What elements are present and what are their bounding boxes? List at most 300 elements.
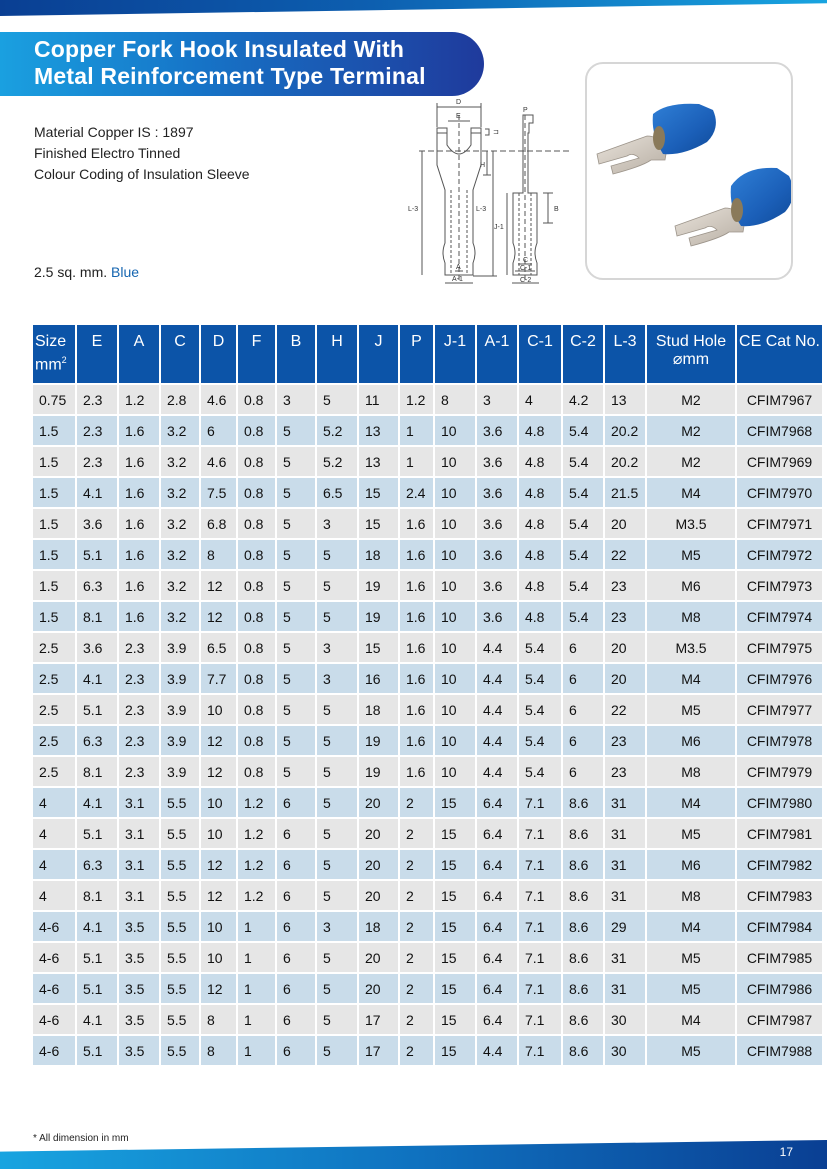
cell-c1: 7.1 — [519, 974, 561, 1003]
cell-d: 12 — [201, 602, 236, 631]
cell-p: 2 — [400, 850, 433, 879]
cell-c1: 7.1 — [519, 943, 561, 972]
cell-c2: 5.4 — [563, 416, 603, 445]
table-row — [33, 1005, 822, 1034]
cell-c1: 4.8 — [519, 509, 561, 538]
cell-f: 1.2 — [238, 788, 275, 817]
cell-p: 1.6 — [400, 509, 433, 538]
cell-j1: 10 — [435, 695, 475, 724]
cell-c: 5.5 — [161, 881, 199, 910]
cell-j: 11 — [359, 385, 398, 414]
cell-a1: 6.4 — [477, 850, 517, 879]
cell-p: 2 — [400, 1036, 433, 1065]
cell-c2: 5.4 — [563, 447, 603, 476]
header-a1: A-1 — [477, 325, 517, 383]
cell-d: 10 — [201, 819, 236, 848]
cell-l3: 31 — [605, 881, 645, 910]
cell-b: 6 — [277, 912, 315, 941]
cell-e: 4.1 — [77, 478, 117, 507]
cell-f: 0.8 — [238, 447, 275, 476]
cell-stud-hole: M5 — [647, 695, 735, 724]
cell-cat-no: CFIM7982 — [737, 850, 822, 879]
cell-cat-no: CFIM7970 — [737, 478, 822, 507]
cell-b: 5 — [277, 726, 315, 755]
cell-b: 5 — [277, 695, 315, 724]
cell-e: 6.3 — [77, 850, 117, 879]
cell-c2: 8.6 — [563, 881, 603, 910]
cell-j1: 15 — [435, 1036, 475, 1065]
cell-c2: 5.4 — [563, 509, 603, 538]
cell-j: 20 — [359, 881, 398, 910]
cell-b: 5 — [277, 602, 315, 631]
cell-a1: 4.4 — [477, 695, 517, 724]
cell-c: 5.5 — [161, 1036, 199, 1065]
header-stud-hole: Stud Hole ⌀mm — [647, 325, 735, 383]
cell-j: 20 — [359, 819, 398, 848]
cell-j1: 10 — [435, 633, 475, 662]
cell-l3: 29 — [605, 912, 645, 941]
cell-a: 3.5 — [119, 912, 159, 941]
page-title-line-2: Metal Reinforcement Type Terminal — [34, 63, 426, 89]
cell-d: 12 — [201, 881, 236, 910]
cell-l3: 20.2 — [605, 416, 645, 445]
cell-a1: 4.4 — [477, 757, 517, 786]
cell-h: 5.2 — [317, 416, 357, 445]
cell-a1: 4.4 — [477, 1036, 517, 1065]
cell-c2: 8.6 — [563, 850, 603, 879]
cell-p: 2 — [400, 881, 433, 910]
cell-a1: 6.4 — [477, 1005, 517, 1034]
cell-h: 5 — [317, 602, 357, 631]
dim-label-c2: C-2 — [520, 277, 532, 284]
cell-c: 3.2 — [161, 416, 199, 445]
spec-colour-coding: Colour Coding of Insulation Sleeve — [34, 166, 250, 182]
cell-a1: 4.4 — [477, 726, 517, 755]
cell-l3: 31 — [605, 850, 645, 879]
cell-d: 12 — [201, 571, 236, 600]
cell-f: 1.2 — [238, 850, 275, 879]
cell-j: 18 — [359, 912, 398, 941]
header-h: H — [317, 325, 357, 383]
cell-e: 4.1 — [77, 788, 117, 817]
cell-p: 1.6 — [400, 695, 433, 724]
cell-c1: 4 — [519, 385, 561, 414]
cell-l3: 20 — [605, 664, 645, 693]
cell-l3: 30 — [605, 1036, 645, 1065]
cell-h: 5 — [317, 1005, 357, 1034]
header-c: C — [161, 325, 199, 383]
table-row — [33, 695, 822, 724]
cell-e: 2.3 — [77, 416, 117, 445]
cell-a: 3.5 — [119, 1036, 159, 1065]
cell-j1: 15 — [435, 1005, 475, 1034]
cell-c2: 5.4 — [563, 478, 603, 507]
cell-c: 3.2 — [161, 602, 199, 631]
dim-label-l3-right: L-3 — [476, 206, 487, 213]
cell-c2: 6 — [563, 633, 603, 662]
cell-c1: 7.1 — [519, 1005, 561, 1034]
spec-finish: Finished Electro Tinned — [34, 145, 181, 161]
cell-e: 5.1 — [77, 819, 117, 848]
cell-d: 12 — [201, 850, 236, 879]
dim-label-d: D — [456, 99, 462, 106]
header-a: A — [119, 325, 159, 383]
cell-j: 13 — [359, 447, 398, 476]
cell-f: 1 — [238, 912, 275, 941]
cell-e: 5.1 — [77, 943, 117, 972]
table-row — [33, 416, 822, 445]
cell-stud-hole: M6 — [647, 571, 735, 600]
table-row — [33, 478, 822, 507]
cell-b: 5 — [277, 447, 315, 476]
cell-d: 6.8 — [201, 509, 236, 538]
spec-material: Material Copper IS : 1897 — [34, 124, 194, 140]
cell-c: 5.5 — [161, 1005, 199, 1034]
cell-d: 6 — [201, 416, 236, 445]
cell-b: 6 — [277, 850, 315, 879]
cell-stud-hole: M6 — [647, 726, 735, 755]
cell-stud-hole: M5 — [647, 974, 735, 1003]
header-j: J — [359, 325, 398, 383]
cell-stud-hole: M3.5 — [647, 509, 735, 538]
cell-stud-hole: M3.5 — [647, 633, 735, 662]
cell-p: 1.6 — [400, 633, 433, 662]
cell-h: 5 — [317, 757, 357, 786]
cell-c2: 6 — [563, 695, 603, 724]
cell-p: 2 — [400, 974, 433, 1003]
cell-h: 3 — [317, 509, 357, 538]
cell-size: 4-6 — [33, 943, 75, 972]
cell-j1: 10 — [435, 509, 475, 538]
cell-a: 3.1 — [119, 881, 159, 910]
cell-f: 0.8 — [238, 478, 275, 507]
cell-e: 8.1 — [77, 881, 117, 910]
cell-size: 2.5 — [33, 664, 75, 693]
cell-d: 7.7 — [201, 664, 236, 693]
cell-b: 6 — [277, 881, 315, 910]
cell-a: 1.2 — [119, 385, 159, 414]
cell-a1: 6.4 — [477, 974, 517, 1003]
cell-c1: 7.1 — [519, 850, 561, 879]
cell-h: 5 — [317, 788, 357, 817]
dimension-table — [31, 323, 824, 1067]
cell-j: 18 — [359, 540, 398, 569]
cell-j1: 8 — [435, 385, 475, 414]
cell-h: 3 — [317, 664, 357, 693]
cell-size: 2.5 — [33, 726, 75, 755]
cell-h: 5 — [317, 1036, 357, 1065]
cell-c1: 7.1 — [519, 819, 561, 848]
cell-a: 3.1 — [119, 788, 159, 817]
cell-j1: 15 — [435, 974, 475, 1003]
cell-c1: 4.8 — [519, 416, 561, 445]
cell-c: 3.2 — [161, 540, 199, 569]
cell-f: 1.2 — [238, 819, 275, 848]
header-b: B — [277, 325, 315, 383]
terminal-dimension-diagram — [405, 93, 575, 288]
cell-b: 3 — [277, 385, 315, 414]
cell-a: 1.6 — [119, 416, 159, 445]
dim-label-a1: A-1 — [452, 276, 463, 283]
cell-p: 2 — [400, 819, 433, 848]
cell-cat-no: CFIM7976 — [737, 664, 822, 693]
cell-h: 5 — [317, 881, 357, 910]
cell-c: 3.2 — [161, 509, 199, 538]
dim-label-c: C — [523, 257, 529, 264]
cell-cat-no: CFIM7983 — [737, 881, 822, 910]
size-colour: Blue — [111, 264, 140, 280]
cell-j: 18 — [359, 695, 398, 724]
cell-p: 1.2 — [400, 385, 433, 414]
cell-p: 2 — [400, 912, 433, 941]
cell-l3: 23 — [605, 571, 645, 600]
cell-j1: 10 — [435, 757, 475, 786]
cell-c: 5.5 — [161, 788, 199, 817]
dim-label-a: A — [456, 264, 461, 271]
cell-c2: 8.6 — [563, 1036, 603, 1065]
cell-d: 12 — [201, 757, 236, 786]
dim-label-e: E — [456, 113, 461, 120]
cell-a: 2.3 — [119, 726, 159, 755]
cell-a: 1.6 — [119, 540, 159, 569]
cell-a: 1.6 — [119, 602, 159, 631]
cell-d: 4.6 — [201, 447, 236, 476]
cell-d: 8 — [201, 1005, 236, 1034]
cell-size: 1.5 — [33, 509, 75, 538]
cell-f: 0.8 — [238, 571, 275, 600]
cell-h: 3 — [317, 912, 357, 941]
cell-p: 2.4 — [400, 478, 433, 507]
cell-a1: 3.6 — [477, 509, 517, 538]
dim-label-j1: J-1 — [494, 224, 504, 231]
cell-c1: 5.4 — [519, 695, 561, 724]
cell-j: 17 — [359, 1036, 398, 1065]
cell-a1: 4.4 — [477, 633, 517, 662]
cell-j1: 15 — [435, 912, 475, 941]
cell-cat-no: CFIM7984 — [737, 912, 822, 941]
cell-c: 5.5 — [161, 974, 199, 1003]
cell-a: 1.6 — [119, 447, 159, 476]
cell-a1: 6.4 — [477, 819, 517, 848]
cell-d: 12 — [201, 974, 236, 1003]
cell-c1: 5.4 — [519, 757, 561, 786]
cell-l3: 31 — [605, 819, 645, 848]
cell-d: 10 — [201, 788, 236, 817]
cell-c2: 8.6 — [563, 912, 603, 941]
table-row — [33, 850, 822, 879]
cell-l3: 23 — [605, 602, 645, 631]
cell-b: 6 — [277, 819, 315, 848]
cell-size: 4-6 — [33, 1005, 75, 1034]
cell-c: 3.9 — [161, 726, 199, 755]
cell-e: 8.1 — [77, 757, 117, 786]
cell-stud-hole: M2 — [647, 416, 735, 445]
cell-c1: 7.1 — [519, 912, 561, 941]
cell-j1: 15 — [435, 819, 475, 848]
cell-stud-hole: M2 — [647, 385, 735, 414]
cell-cat-no: CFIM7977 — [737, 695, 822, 724]
cell-size: 1.5 — [33, 571, 75, 600]
cell-f: 0.8 — [238, 540, 275, 569]
cell-h: 5 — [317, 850, 357, 879]
cell-h: 6.5 — [317, 478, 357, 507]
table-row — [33, 757, 822, 786]
cell-cat-no: CFIM7973 — [737, 571, 822, 600]
cell-stud-hole: M4 — [647, 478, 735, 507]
cell-l3: 23 — [605, 757, 645, 786]
cell-a: 3.5 — [119, 974, 159, 1003]
cell-cat-no: CFIM7985 — [737, 943, 822, 972]
cell-a: 1.6 — [119, 509, 159, 538]
cell-p: 2 — [400, 1005, 433, 1034]
cell-cat-no: CFIM7969 — [737, 447, 822, 476]
cell-a: 2.3 — [119, 664, 159, 693]
cell-j1: 10 — [435, 602, 475, 631]
cell-b: 6 — [277, 943, 315, 972]
cell-j: 15 — [359, 509, 398, 538]
cell-j1: 10 — [435, 416, 475, 445]
cell-h: 5.2 — [317, 447, 357, 476]
cell-size: 1.5 — [33, 602, 75, 631]
cell-j1: 15 — [435, 881, 475, 910]
cell-size: 1.5 — [33, 416, 75, 445]
cell-d: 8 — [201, 540, 236, 569]
cell-cat-no: CFIM7974 — [737, 602, 822, 631]
table-header-row — [33, 325, 822, 383]
cell-stud-hole: M8 — [647, 757, 735, 786]
cell-d: 4.6 — [201, 385, 236, 414]
cell-p: 2 — [400, 788, 433, 817]
cell-a1: 3.6 — [477, 478, 517, 507]
cell-j1: 10 — [435, 726, 475, 755]
cell-c: 5.5 — [161, 819, 199, 848]
dim-label-l3-left: L-3 — [408, 206, 419, 213]
cell-d: 7.5 — [201, 478, 236, 507]
cell-c1: 7.1 — [519, 1036, 561, 1065]
cell-size: 2.5 — [33, 757, 75, 786]
cell-d: 12 — [201, 726, 236, 755]
cell-j: 15 — [359, 478, 398, 507]
cell-c2: 8.6 — [563, 819, 603, 848]
cell-cat-no: CFIM7987 — [737, 1005, 822, 1034]
cell-e: 3.6 — [77, 509, 117, 538]
header-p: P — [400, 325, 433, 383]
cell-l3: 20 — [605, 509, 645, 538]
cell-size: 1.5 — [33, 447, 75, 476]
cell-f: 0.8 — [238, 726, 275, 755]
cell-e: 2.3 — [77, 385, 117, 414]
cell-b: 5 — [277, 478, 315, 507]
table-row — [33, 571, 822, 600]
cell-f: 0.8 — [238, 602, 275, 631]
cell-p: 1 — [400, 416, 433, 445]
cell-cat-no: CFIM7972 — [737, 540, 822, 569]
cell-j: 20 — [359, 974, 398, 1003]
cell-cat-no: CFIM7986 — [737, 974, 822, 1003]
table-row — [33, 633, 822, 662]
cell-size: 4-6 — [33, 974, 75, 1003]
cell-size: 4-6 — [33, 1036, 75, 1065]
cell-j1: 15 — [435, 850, 475, 879]
header-j1: J-1 — [435, 325, 475, 383]
product-photo-card — [585, 62, 793, 280]
cell-b: 6 — [277, 788, 315, 817]
cell-j: 16 — [359, 664, 398, 693]
dim-label-b: B — [554, 206, 559, 213]
cell-b: 5 — [277, 633, 315, 662]
table-row — [33, 385, 822, 414]
cell-c: 3.2 — [161, 478, 199, 507]
cell-l3: 13 — [605, 385, 645, 414]
cell-c1: 5.4 — [519, 726, 561, 755]
cell-d: 8 — [201, 1036, 236, 1065]
cell-p: 1.6 — [400, 664, 433, 693]
cell-size: 2.5 — [33, 633, 75, 662]
cell-j: 13 — [359, 416, 398, 445]
cell-a1: 4.4 — [477, 664, 517, 693]
cell-j: 19 — [359, 602, 398, 631]
cell-a: 2.3 — [119, 695, 159, 724]
cell-j1: 10 — [435, 447, 475, 476]
cell-a: 3.5 — [119, 943, 159, 972]
cell-a: 3.5 — [119, 1005, 159, 1034]
cell-c: 5.5 — [161, 850, 199, 879]
cell-a: 3.1 — [119, 819, 159, 848]
colour-coding-entry — [34, 264, 139, 280]
cell-size: 0.75 — [33, 385, 75, 414]
cell-c1: 7.1 — [519, 881, 561, 910]
cell-cat-no: CFIM7968 — [737, 416, 822, 445]
size-label: 2.5 sq. mm. — [34, 264, 108, 280]
cell-f: 0.8 — [238, 509, 275, 538]
cell-c2: 4.2 — [563, 385, 603, 414]
table-row — [33, 664, 822, 693]
table-row — [33, 943, 822, 972]
cell-f: 1 — [238, 1036, 275, 1065]
cell-c1: 4.8 — [519, 447, 561, 476]
cell-c: 2.8 — [161, 385, 199, 414]
cell-c2: 5.4 — [563, 540, 603, 569]
cell-stud-hole: M8 — [647, 881, 735, 910]
cell-h: 5 — [317, 540, 357, 569]
cell-f: 0.8 — [238, 664, 275, 693]
cell-e: 5.1 — [77, 695, 117, 724]
cell-a1: 6.4 — [477, 943, 517, 972]
cell-c: 3.2 — [161, 571, 199, 600]
cell-p: 1.6 — [400, 571, 433, 600]
cell-c2: 8.6 — [563, 974, 603, 1003]
cell-e: 5.1 — [77, 974, 117, 1003]
cell-a1: 3.6 — [477, 540, 517, 569]
cell-stud-hole: M4 — [647, 912, 735, 941]
cell-l3: 20.2 — [605, 447, 645, 476]
cell-stud-hole: M2 — [647, 447, 735, 476]
cell-h: 3 — [317, 633, 357, 662]
dim-label-p: P — [523, 107, 528, 114]
cell-f: 0.8 — [238, 633, 275, 662]
cell-c1: 4.8 — [519, 571, 561, 600]
cell-e: 5.1 — [77, 540, 117, 569]
cell-j1: 10 — [435, 478, 475, 507]
cell-a: 2.3 — [119, 633, 159, 662]
cell-b: 5 — [277, 509, 315, 538]
cell-p: 1 — [400, 447, 433, 476]
cell-stud-hole: M8 — [647, 602, 735, 631]
cell-e: 2.3 — [77, 447, 117, 476]
cell-a: 3.1 — [119, 850, 159, 879]
header-c1: C-1 — [519, 325, 561, 383]
cell-e: 6.3 — [77, 571, 117, 600]
